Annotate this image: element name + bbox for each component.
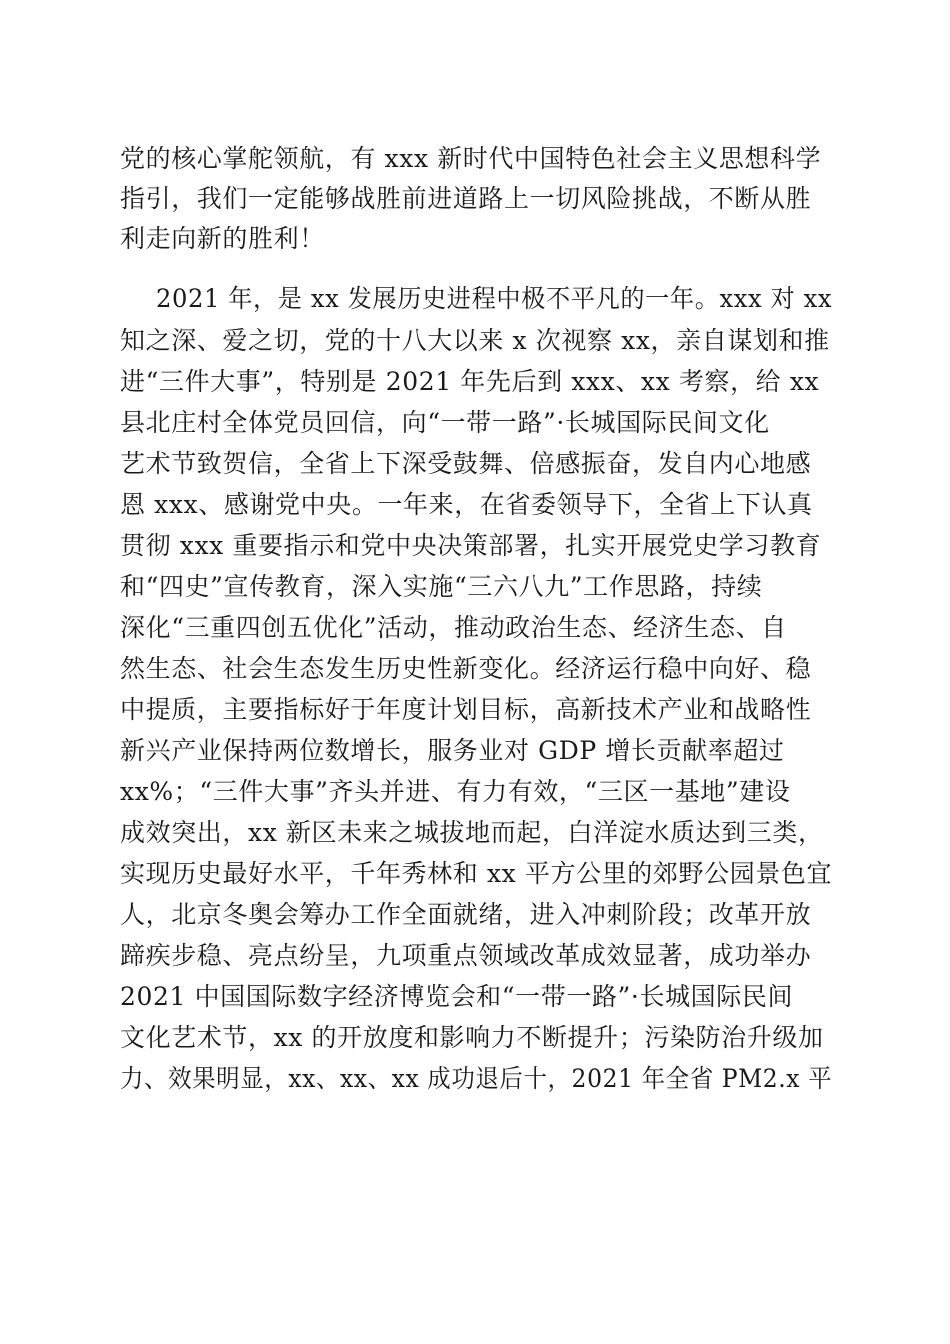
text-line-3: 利走向新的胜利！ xyxy=(120,224,325,253)
text-line-1: 党的核心掌舵领航，有 xxx 新时代中国特色社会主义思想科学 xyxy=(120,144,822,173)
text-line-18: 实现历史最好水平，千年秀林和 xx 平方公里的郊野公园景色宜 xyxy=(120,859,833,888)
text-line-13: 然生态、社会生态发生历史性新变化。经济运行稳中向好、稳 xyxy=(120,654,812,683)
text-line-12: 深化“三重四创五优化”活动，推动政治生态、经济生态、自 xyxy=(120,613,787,642)
text-line-7: 县北庄村全体党员回信，向“一带一路”·长城国际民间文化 xyxy=(120,408,770,437)
text-line-15: 新兴产业保持两位数增长，服务业对 GDP 增长贡献率超过 xyxy=(120,736,785,765)
text-line-21: 2021 中国国际数字经济博览会和“一带一路”·长城国际民间 xyxy=(120,982,794,1011)
text-line-19: 人，北京冬奥会筹办工作全面就绪，进入冲刺阶段；改革开放 xyxy=(120,900,812,929)
text-line-11: 和“四史”宣传教育，深入实施“三六八九”工作思路，持续 xyxy=(120,572,763,601)
text-line-8: 艺术节致贺信，全省上下深受鼓舞、倍感振奋，发自内心地感 xyxy=(120,449,812,478)
text-line-23: 力、效果明显，xx、xx、xx 成功退后十，2021 年全省 PM2.x 平 xyxy=(120,1064,833,1093)
text-line-14: 中提质，主要指标好于年度计划目标，高新技术产业和战略性 xyxy=(120,695,812,724)
text-line-17: 成效突出，xx 新区未来之城拔地而起，白洋淀水质达到三类， xyxy=(120,818,824,847)
text-line-16: xx%；“三件大事”齐头并进、有力有效，“三区一基地”建设 xyxy=(120,777,791,806)
text-line-10: 贯彻 xxx 重要指示和党中央决策部署，扎实开展党史学习教育 xyxy=(120,531,822,560)
text-line-2: 指引，我们一定能够战胜前进道路上一切风险挑战，不断从胜 xyxy=(120,184,812,213)
text-line-6: 进“三件大事”，特别是 2021 年先后到 xxx、xx 考察，给 xx xyxy=(120,367,820,396)
text-line-20: 蹄疾步稳、亮点纷呈，九项重点领域改革成效显著，成功举办 xyxy=(120,941,812,970)
text-line-22: 文化艺术节，xx 的开放度和影响力不断提升；污染防治升级加 xyxy=(120,1023,824,1052)
text-line-9: 恩 xxx、感谢党中央。一年来，在省委领导下，全省上下认真 xyxy=(120,490,813,519)
text-line-5: 知之深、爱之切，党的十八大以来 x 次视察 xx，亲自谋划和推 xyxy=(120,326,830,355)
text-line-4: 2021 年，是 xx 发展历史进程中极不平凡的一年。xxx 对 xx xyxy=(156,284,833,313)
